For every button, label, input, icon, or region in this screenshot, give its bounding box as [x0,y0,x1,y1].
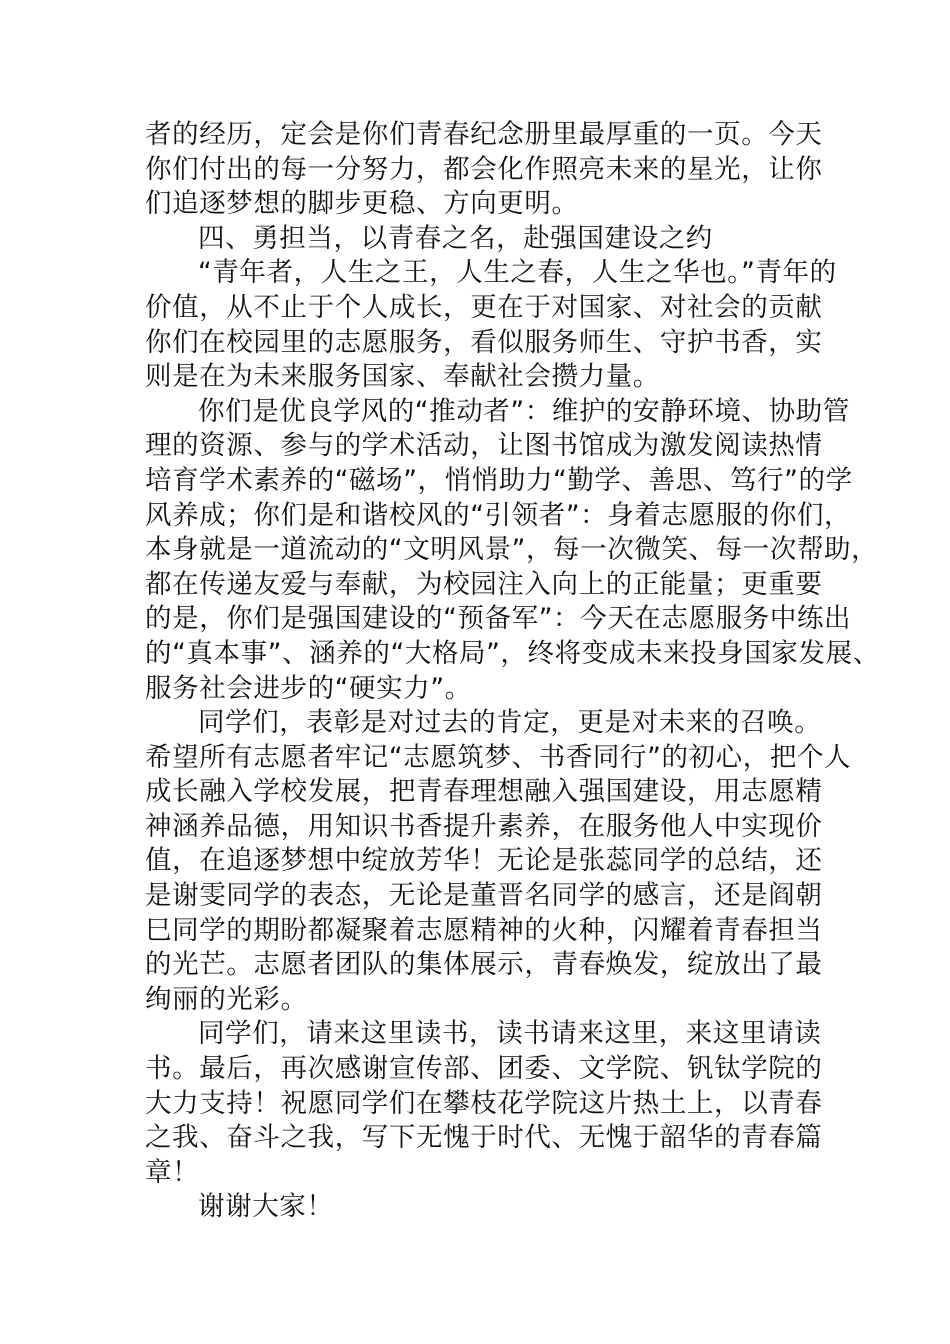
text-line: 值，在追逐梦想中绽放芳华！无论是张蕊同学的总结，还 [145,845,823,877]
text-line: 都在传递友爱与奉献，为校园注入向上的正能量；更重要 [145,568,823,600]
text-line: 同学们，表彰是对过去的肯定，更是对未来的召唤。 [198,707,822,739]
text-line: 谢谢大家！ [198,1191,334,1223]
text-line: 之我、奋斗之我，写下无愧于时代、无愧于韶华的青春篇 [145,1122,823,1154]
text-line: 同学们，请来这里读书，读书请来这里，来这里请读 [198,1018,822,1050]
text-line: 你们付出的每一分努力，都会化作照亮未来的星光，让你 [145,153,823,185]
text-line: 们追逐梦想的脚步更稳、方向更明。 [145,188,579,220]
document-body [145,118,880,1225]
text-line: 培育学术素养的“磁场”，悄悄助力“勤学、善思、笃行”的学 [145,464,853,496]
text-line: 你们在校园里的志愿服务，看似服务师生、守护书香，实 [145,326,823,358]
text-line: 希望所有志愿者牢记“志愿筑梦、书香同行”的初心，把个人 [145,741,852,773]
text-line: 神涵养品德，用知识书香提升素养，在服务他人中实现价 [145,810,823,842]
text-line: 的“真本事”、涵养的“大格局”，终将变成未来投身国家发展、 [145,637,880,669]
text-line: 成长融入学校发展，把青春理想融入强国建设，用志愿精 [145,776,823,808]
text-line: 大力支持！祝愿同学们在攀枝花学院这片热土上，以青春 [145,1087,823,1119]
text-line: “青年者，人生之王，人生之春，人生之华也。”青年的 [198,257,837,289]
text-line: 绚丽的光彩。 [145,983,308,1015]
text-line: 服务社会进步的“硬实力”。 [145,672,472,704]
text-line: 者的经历，定会是你们青春纪念册里最厚重的一页。今天 [145,119,823,150]
text-line: 的光芒。志愿者团队的集体展示，青春焕发，绽放出了最 [145,949,823,981]
text-line: 章！ [145,1156,200,1188]
text-line: 理的资源、参与的学术活动，让图书馆成为激发阅读热情 [145,430,823,462]
text-line: 是谢雯同学的表态，无论是董晋名同学的感言，还是阎朝 [145,880,823,912]
text-line: 的是，你们是强国建设的“预备军”：今天在志愿服务中练出 [145,603,852,635]
text-line: 则是在为未来服务国家、奉献社会攒力量。 [145,361,660,393]
text-line: 风养成；你们是和谐校风的“引领者”：身着志愿服的你们， [145,499,852,531]
text-line: 四、勇担当，以青春之名，赴强国建设之约 [198,222,713,254]
text-line: 你们是优良学风的“推动者”：维护的安静环境、协助管 [198,395,850,427]
text-line: 巳同学的期盼都凝聚着志愿精神的火种，闪耀着青春担当 [145,914,823,946]
text-line: 价值，从不止于个人成长，更在于对国家、对社会的贡献 [145,291,823,323]
text-line: 本身就是一道流动的“文明风景”，每一次微笑、每一次帮助， [145,534,879,566]
text-line: 书。最后，再次感谢宣传部、团委、文学院、钒钛学院的 [145,1053,823,1085]
